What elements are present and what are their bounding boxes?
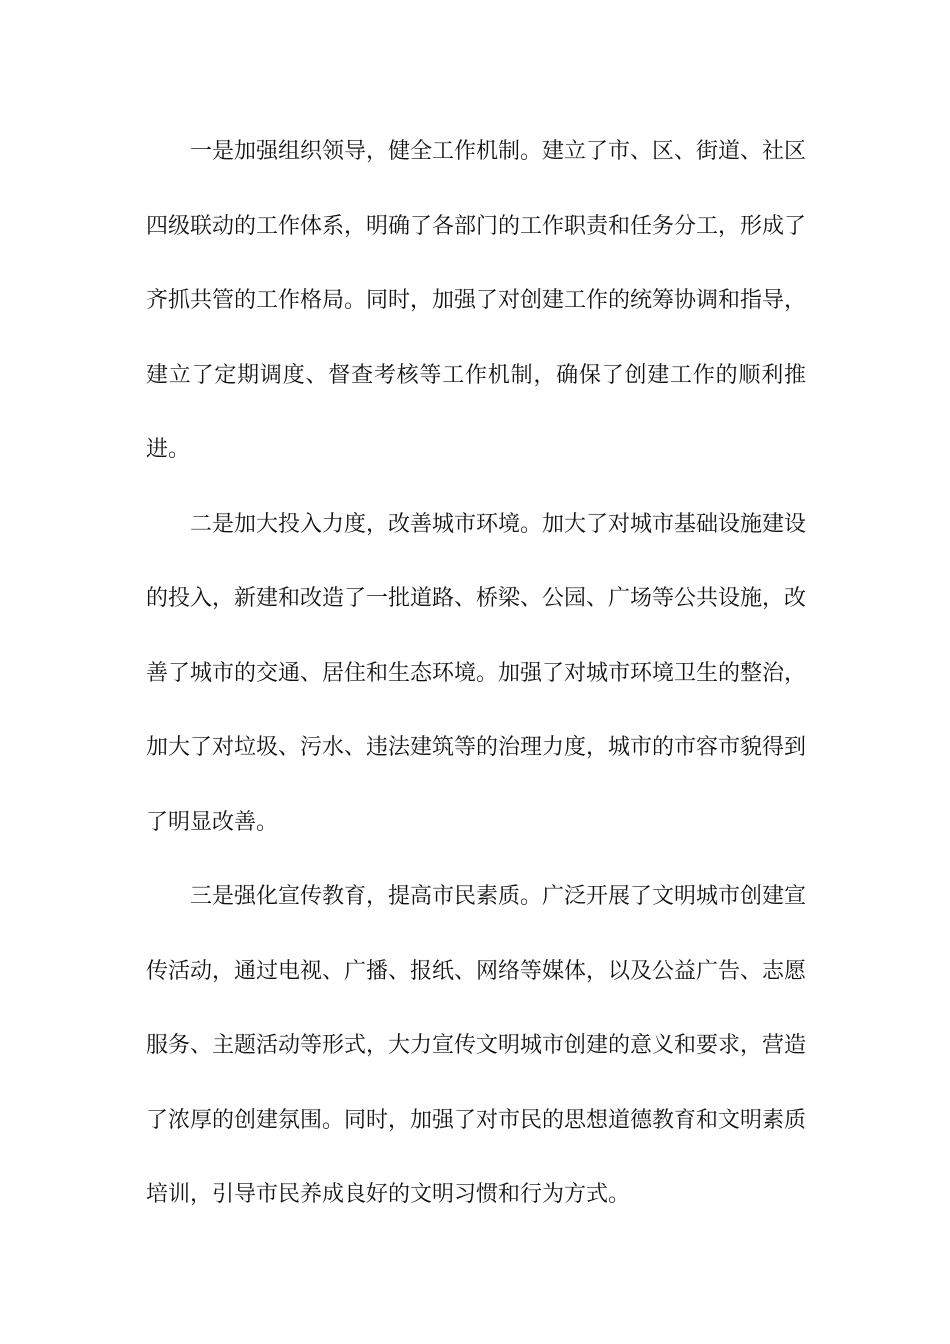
document-body [146, 115, 806, 1233]
paragraph-investment-environment: 二是加大投入力度，改善城市环境。加大了对城市基础设施建设的投入，新建和改造了一批道路、桥梁、公园、广场等公共设施，改善了城市的交通、居住和生态环境。加强了对城市环境卫生的整治，加大了对垃圾、污水、违法建筑等的治理力度，城市的市容市貌得到了明显改善。 [146, 511, 807, 835]
paragraph-organization-leadership: 一是加强组织领导，健全工作机制。建立了市、区、街道、社区四级联动的工作体系，明确了各部门的工作职责和任务分工，形成了齐抓共管的工作格局。同时，加强了对创建工作的统筹协调和指导，建立了定期调度、督查考核等工作机制，确保了创建工作的顺利推进。 [146, 139, 807, 462]
paragraph-publicity-education: 三是强化宣传教育，提高市民素质。广泛开展了文明城市创建宣传活动，通过电视、广播、报纸、网络等媒体，以及公益广告、志愿服务、主题活动等形式，大力宣传文明城市创建的意义和要求，营造了浓厚的创建氛围。同时，加强了对市民的思想道德教育和文明素质培训，引导市民养成良好的文明习惯和行为方式。 [146, 884, 807, 1207]
